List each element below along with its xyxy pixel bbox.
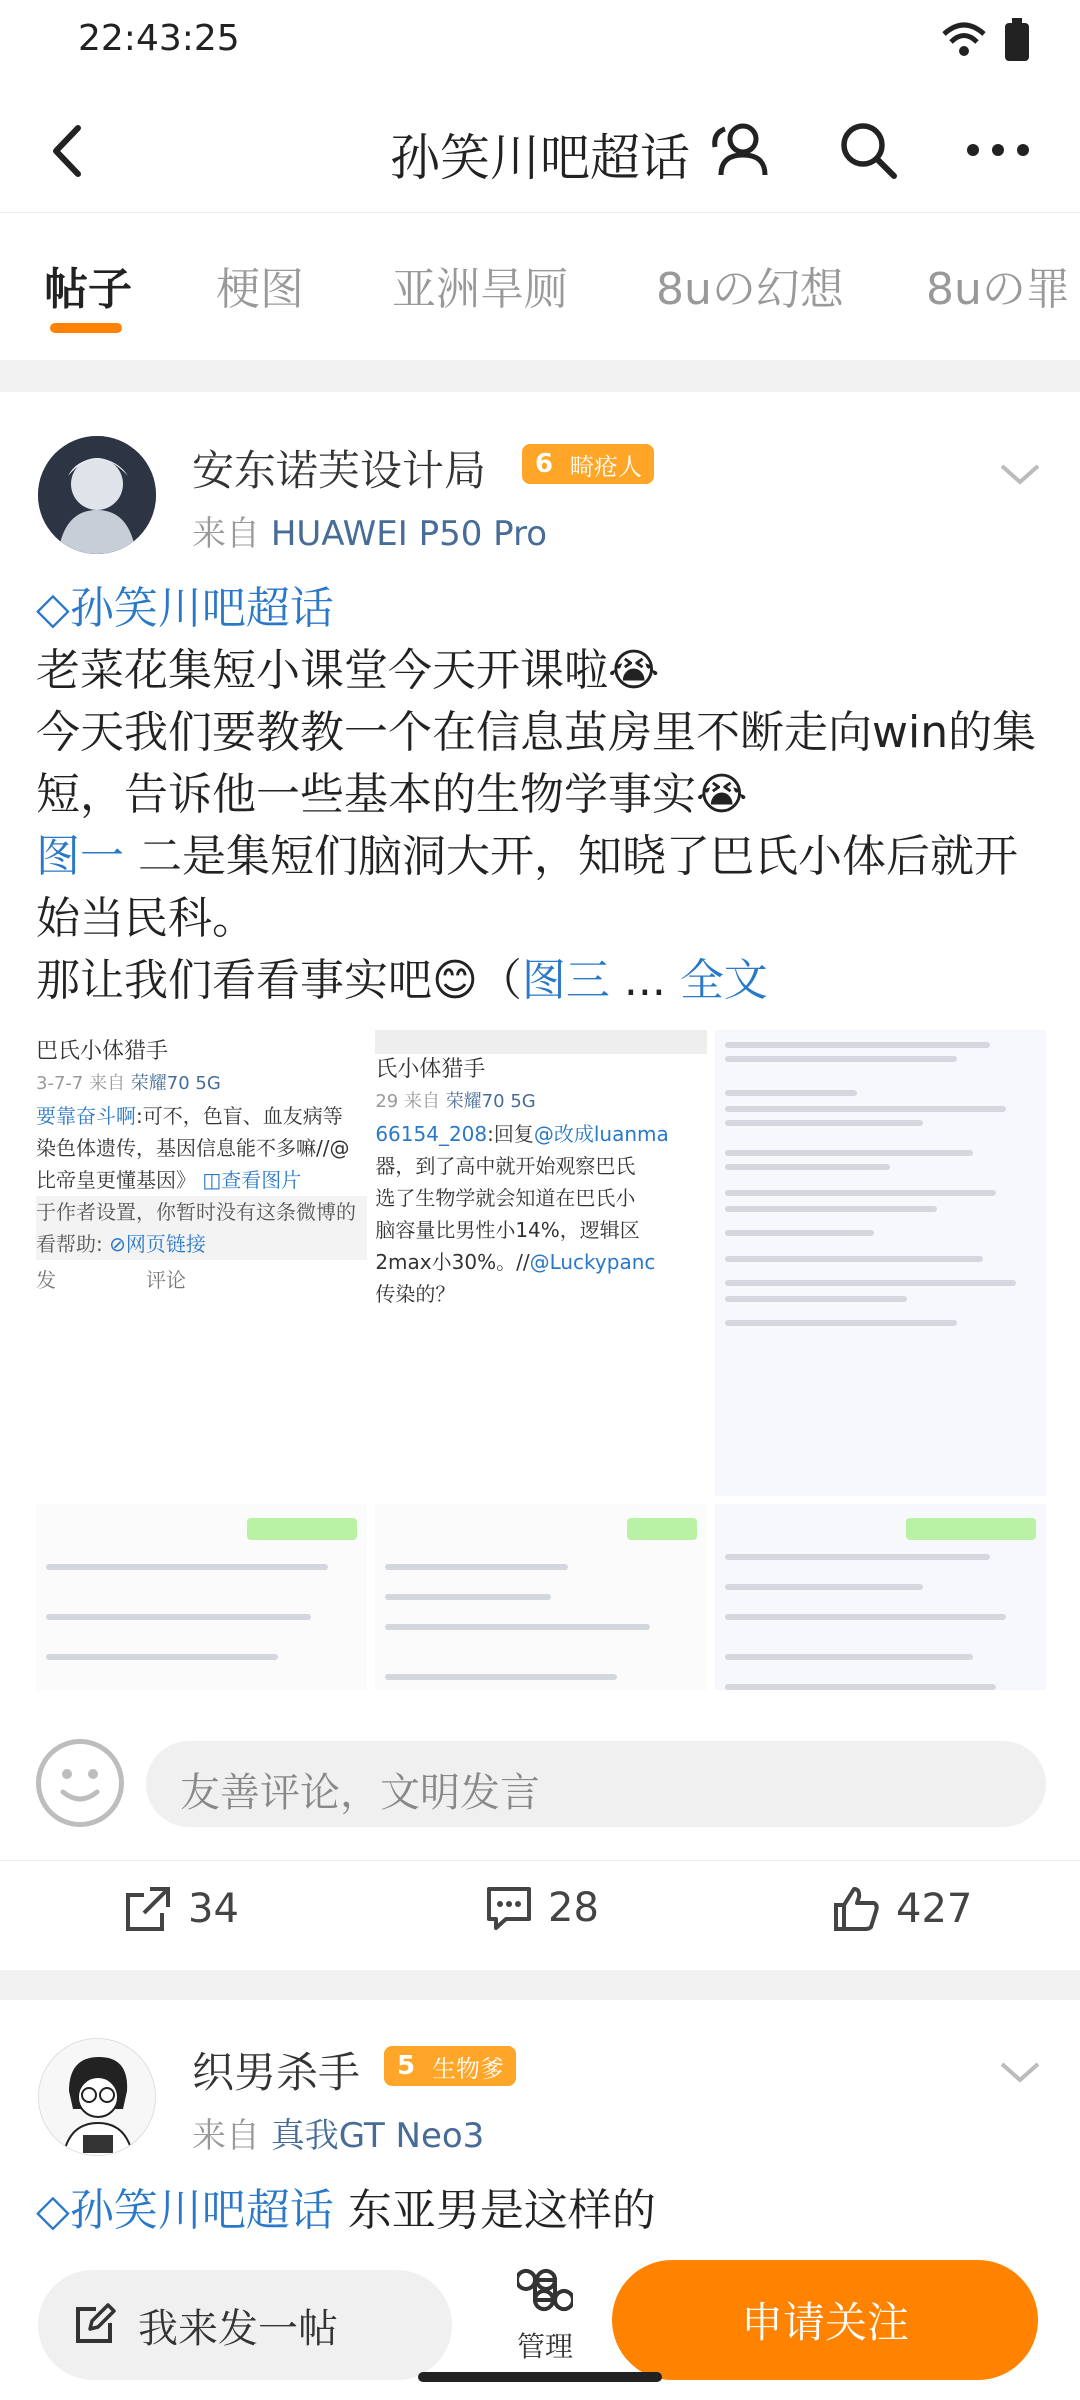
thumb1-device: 荣耀70 5G (130, 1073, 221, 1094)
manage-icon (517, 2262, 573, 2318)
smile-emoji-icon: 😊 (432, 955, 478, 1006)
diamond-icon: ◇ (36, 2185, 70, 2236)
status-time: 22:43:25 (78, 18, 240, 59)
thumb2-title: 氏小体猎手 (375, 1057, 486, 1082)
chevron-down-icon[interactable] (994, 448, 1046, 500)
follow-button[interactable]: 申请关注 (612, 2260, 1038, 2380)
post-line-2 (36, 702, 1046, 826)
thumb2-text4: 脑容量比男性小14%，逻辑区 (375, 1218, 640, 1242)
topic-label: 孙笑川吧超话 (69, 2185, 334, 2236)
crying-emoji-icon: 😭 (696, 769, 748, 820)
manage-button[interactable] (505, 2262, 585, 2382)
comment-icon (484, 1883, 534, 1933)
badge-level: 6 (534, 449, 554, 479)
battery-icon (1004, 18, 1030, 62)
thumb2-text2: 器，到了高中就开始观察巴氏 (375, 1154, 636, 1178)
image-thumbnail-2[interactable] (375, 1030, 706, 1496)
topic-link[interactable] (36, 578, 1046, 640)
tab-8u-fantasy[interactable]: 8uの幻想 (656, 264, 844, 315)
image-thumbnail-6[interactable] (715, 1504, 1046, 1690)
crying-emoji-icon: 😭 (608, 645, 660, 696)
avatar[interactable] (38, 2038, 156, 2156)
post-card (0, 2000, 1080, 2240)
thumb2-device: 荣耀70 5G (445, 1091, 536, 1112)
post-source (192, 2108, 484, 2157)
comment-bar (36, 1735, 1046, 1831)
more-icon (965, 140, 1031, 160)
members-button[interactable] (700, 112, 776, 188)
source-prefix: 来自 (192, 514, 260, 554)
source-prefix: 来自 (192, 2116, 260, 2156)
wifi-icon (942, 20, 986, 60)
post2-text: 东亚男是这样的 (333, 2185, 656, 2236)
edit-icon (72, 2303, 116, 2347)
thumb1-text3: 比帝皇更懂基因》 (36, 1168, 196, 1192)
system-icons (942, 18, 1030, 62)
thumbs-up-icon (830, 1883, 882, 1935)
tab-memes[interactable]: 梗图 (216, 264, 304, 315)
username[interactable]: 安东诺芙设计局 (192, 446, 487, 495)
thumb1-title: 巴氏小体猎手 (36, 1039, 169, 1064)
users-icon (703, 115, 773, 185)
badge-title: 生物爹 (432, 2054, 504, 2083)
like-count: 427 (896, 1886, 973, 1932)
post-source (192, 506, 547, 555)
post-body (36, 2180, 1046, 2242)
more-button[interactable] (960, 112, 1036, 188)
badge-title: 畸疮人 (570, 452, 642, 481)
comment-button[interactable] (484, 1883, 599, 1933)
status-bar (0, 0, 1080, 90)
image-thumbnail-3[interactable] (715, 1030, 1046, 1496)
new-post-button[interactable] (38, 2270, 452, 2380)
chevron-down-icon[interactable] (994, 2046, 1046, 2098)
thumb1-notice2: 看帮助: (36, 1232, 110, 1256)
thumb1-repost: 发 (36, 1268, 56, 1292)
topic-link[interactable] (36, 2185, 334, 2236)
tab-bar (0, 212, 1080, 360)
tab-posts[interactable]: 帖子 (44, 264, 132, 315)
thumb1-web-link: ⊘网页链接 (109, 1232, 206, 1256)
thumb2-reply: :回复 (487, 1122, 534, 1146)
badge-level: 5 (396, 2051, 416, 2081)
image-grid (36, 1030, 1046, 1690)
post-line-3 (36, 826, 1046, 950)
source-device[interactable]: 真我GT Neo3 (270, 2116, 485, 2156)
thumb2-date: 29 来自 (375, 1091, 446, 1112)
tab-asian-toilet[interactable]: 亚洲旱厕 (392, 264, 568, 315)
line2-text: 今天我们要教教一个在信息茧房里不断走向win的集短，告诉他一些基本的生物学事实 (36, 707, 1037, 820)
search-icon (836, 118, 900, 182)
thumb1-text1: :可不，色盲、血友病等 (136, 1104, 343, 1128)
thumb2-text5: 2max小30%。 (375, 1250, 517, 1274)
diamond-icon: ◇ (36, 583, 70, 634)
home-indicator (418, 2372, 662, 2382)
paren-text: （ (477, 955, 522, 1006)
page-title: 孙笑川吧超话 (390, 129, 690, 187)
source-device[interactable]: HUAWEI P50 Pro (270, 514, 548, 554)
thumb2-mention2: @Luckypanc (529, 1250, 656, 1274)
image-thumbnail-5[interactable] (375, 1504, 706, 1690)
username[interactable]: 织男杀手 (192, 2048, 361, 2097)
tab-active-indicator (50, 323, 122, 333)
comment-count: 28 (548, 1885, 599, 1931)
post-line-1 (36, 640, 1046, 702)
share-icon (122, 1883, 174, 1935)
avatar-image (38, 436, 156, 554)
comment-input[interactable]: 友善评论，文明发言 (146, 1741, 1046, 1827)
thumb2-user: 66154_208 (375, 1122, 488, 1146)
search-button[interactable] (830, 112, 906, 188)
smiley-icon (36, 1739, 124, 1827)
avatar-image (39, 2039, 156, 2156)
like-button[interactable] (830, 1883, 972, 1935)
smiley-face-icon (41, 1744, 119, 1822)
avatar[interactable] (38, 436, 156, 554)
thumb1-view-image: ◫查看图片 (196, 1168, 302, 1192)
full-text-link[interactable]: 全文 (679, 955, 768, 1006)
post-line-4 (36, 950, 1046, 1012)
image-thumbnail-4[interactable] (36, 1504, 367, 1690)
user-badge (522, 444, 654, 484)
post-body (36, 578, 1046, 1012)
ellipsis-text: ... (609, 955, 680, 1006)
top-bar (0, 90, 1080, 212)
figure-3-link[interactable]: 图三 (521, 955, 610, 1006)
figure-1-link[interactable]: 图一 (36, 831, 124, 882)
thumb2-text6: 传染的？ (375, 1282, 456, 1306)
thumb2-text3: 选了生物学就会知道在巴氏小 (375, 1186, 636, 1210)
repost-button[interactable] (122, 1883, 239, 1935)
thumb1-text2: 染色体遗传，基因信息能不多嘛//@ (36, 1136, 350, 1160)
post-actions (0, 1860, 1080, 1970)
new-post-label: 我来发一帖 (138, 2305, 338, 2352)
line1-text: 老菜花集短小课堂今天开课啦 (36, 645, 608, 696)
thumb1-notice1: 于作者设置，你暂时没有这条微博的 (36, 1200, 356, 1224)
thumb2-mention: @改成luanma (533, 1122, 669, 1146)
thumb1-date: 3-7-7 来自 (36, 1073, 131, 1094)
thumb2-slashes: // (516, 1250, 530, 1274)
thumb1-comment: 评论 (146, 1268, 186, 1292)
topic-label: 孙笑川吧超话 (69, 583, 334, 634)
line3-text: 二是集短们脑洞大开，知晓了巴氏小体后就开始当民科。 (36, 831, 1018, 944)
thumb1-user: 要靠奋斗啊 (36, 1104, 136, 1128)
repost-count: 34 (188, 1886, 239, 1932)
image-thumbnail-1[interactable] (36, 1030, 367, 1496)
manage-label: 管理 (516, 2330, 573, 2363)
line4-text: 那让我们看看事实吧 (36, 955, 432, 1006)
card-separator (0, 1970, 1080, 2000)
tab-8u-sins[interactable]: 8uの罪 (926, 264, 1070, 315)
user-badge (384, 2046, 516, 2086)
